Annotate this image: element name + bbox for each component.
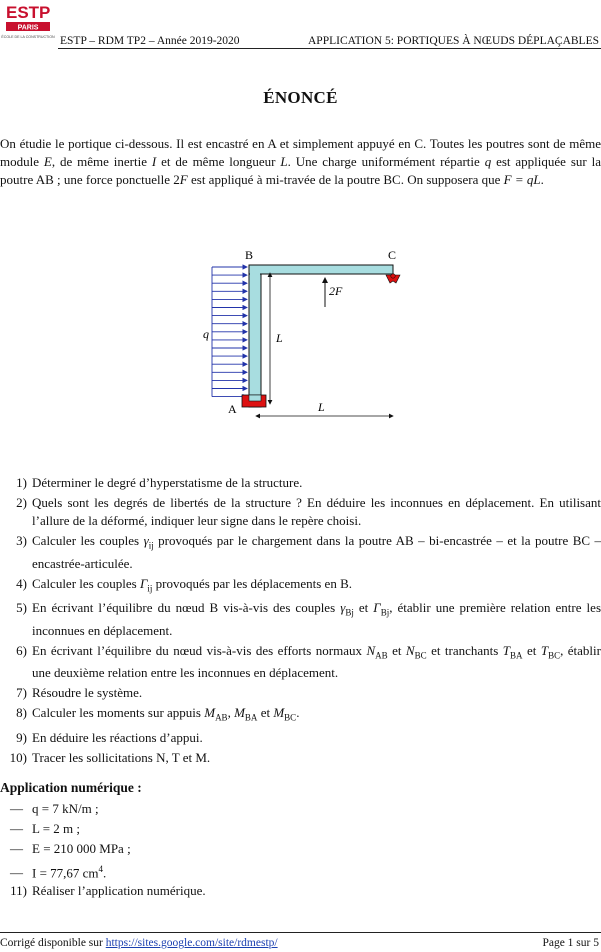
question-item	[0, 704, 601, 727]
question-item	[0, 494, 601, 530]
math-subscript: AB	[375, 650, 388, 661]
question-text: et	[387, 642, 406, 658]
intro-text: est appliquée sur la poutre AB ; une force ponctuelle 2	[0, 154, 601, 187]
exponent: 4	[98, 864, 104, 874]
application-value: L = 2 m ;	[32, 821, 81, 836]
math-symbol: Γ	[139, 575, 148, 591]
footer-rule	[0, 932, 601, 933]
math-subscript: BC	[284, 712, 297, 723]
label-c: C	[388, 248, 397, 262]
question-text: Tracer les sollicitations N, T et M.	[32, 749, 211, 765]
intro-paragraph	[0, 135, 601, 189]
question-text: et	[522, 642, 541, 658]
question-text: En déduire les réactions d’appui.	[32, 729, 203, 745]
question-number: 1)	[16, 475, 27, 490]
label-a: A	[228, 402, 237, 416]
intro-text: .	[540, 172, 544, 187]
math-symbol: Γ	[373, 600, 381, 616]
page-title: ÉNONCÉ	[263, 88, 338, 107]
question-text: et tranchants	[426, 642, 503, 658]
question-text: En écrivant l’équilibre du nœud vis-à-vis des efforts normaux	[32, 642, 367, 658]
label-2f: 2F	[329, 284, 343, 298]
question-item	[0, 575, 601, 598]
column-ab	[249, 265, 261, 407]
question-text: .	[296, 705, 300, 721]
question-number: 11)	[10, 883, 27, 898]
question-item	[0, 729, 601, 747]
application-values	[0, 800, 131, 884]
math-equation: F = qL	[503, 172, 541, 187]
question-number: 9)	[16, 729, 27, 745]
header-rule	[58, 48, 601, 49]
pin-support-c	[386, 274, 400, 283]
intro-text: et de même longueur	[156, 154, 281, 169]
dash-bullet: —	[10, 821, 23, 836]
math-subscript: ij	[147, 583, 153, 594]
label-q: q	[203, 327, 209, 341]
question-item	[0, 642, 601, 683]
question-text: Déterminer le degré d’hyperstatisme de la structure.	[32, 475, 303, 490]
question-text: provoqués par le chargement dans la poutre AB – bi-encastrée – et la poutre BC – encastrée-articulée.	[32, 533, 601, 571]
question-number: 3)	[16, 533, 27, 548]
math-symbol: M	[204, 705, 216, 721]
label-b: B	[245, 248, 254, 262]
math-e: E	[43, 154, 52, 169]
intro-text: On étudie le portique ci-dessous. Il est encastré en A et simplement appuyé en C. Toutes les poutres sont de même module	[0, 136, 601, 169]
math-subscript: BA	[244, 712, 258, 723]
math-symbol: M	[273, 705, 285, 721]
distributed-load-q	[212, 267, 247, 397]
portal-frame-figure	[190, 245, 420, 430]
question-item	[0, 749, 601, 767]
estp-logo	[0, 0, 58, 46]
application-item	[0, 800, 131, 818]
math-symbol: M	[234, 705, 245, 721]
dash-bullet: —	[10, 865, 23, 881]
math-l: L	[280, 154, 288, 169]
math-symbol: γ	[340, 600, 346, 616]
question-11	[0, 883, 601, 899]
label-l-vertical: L	[276, 331, 283, 345]
question-number: 5)	[16, 600, 27, 616]
punctuation: .	[103, 865, 107, 881]
header-right: APPLICATION 5: PORTIQUES À NŒUDS DÉPLAÇABLES	[308, 35, 599, 47]
corrige-link[interactable]: https://sites.google.com/site/rdmestp/	[105, 937, 278, 949]
application-value: E = 210 000 MPa ;	[32, 841, 131, 856]
math-symbol: T	[540, 642, 549, 658]
math-i: I	[151, 154, 157, 169]
math-subscript: Bj	[345, 607, 354, 618]
application-value: I = 77,67 cm	[32, 865, 99, 881]
question-number: 10)	[9, 749, 27, 765]
question-item	[0, 684, 601, 702]
intro-text: est appliqué à mi-travée de la poutre BC. On supposera que	[187, 172, 504, 187]
question-text: Calculer les moments sur appuis	[32, 705, 205, 721]
math-subscript: ij	[148, 540, 154, 551]
question-text: Résoudre le système.	[32, 685, 143, 701]
question-item	[0, 599, 601, 640]
question-text: provoqués par les déplacements en B.	[152, 575, 352, 591]
math-symbol: T	[502, 642, 511, 658]
label-l-horizontal: L	[318, 400, 325, 414]
page-number: Page 1 sur 5	[542, 937, 599, 949]
logo-tagline: ÉCOLE DE LA CONSTRUCTION	[1, 35, 55, 39]
question-text: Réaliser l’application numérique.	[32, 883, 206, 898]
question-text: ,	[227, 705, 235, 721]
question-text: , établir une première relation entre les inconnues en déplacement.	[32, 600, 601, 638]
question-text: et	[257, 705, 274, 721]
footer-text: Corrigé disponible sur	[0, 937, 106, 949]
application-value: q = 7 kN/m ;	[32, 801, 99, 816]
math-symbol: γ	[143, 533, 149, 548]
intro-text: , de même inertie	[51, 154, 152, 169]
logo-text: ESTP	[6, 3, 51, 22]
application-item	[0, 820, 131, 838]
question-text: Quels sont les degrés de libertés de la structure ? En déduire les inconnues en déplacement. En utilisant l’allure de la déformé, indiquer leur signe dans le repère choisi.	[32, 495, 601, 528]
math-q: q	[484, 154, 492, 169]
question-list	[0, 474, 601, 769]
logo-subtitle: PARIS	[17, 24, 39, 32]
question-number: 7)	[16, 685, 27, 701]
intro-text: . Une charge uniformément répartie	[287, 154, 485, 169]
dash-bullet: —	[10, 841, 23, 856]
math-subscript: BC	[414, 650, 427, 661]
question-text: En écrivant l’équilibre du nœud B vis-à-vis des couples	[32, 600, 341, 616]
question-item	[0, 474, 601, 492]
application-item	[0, 860, 131, 882]
math-subscript: AB	[215, 712, 228, 723]
question-number: 6)	[16, 642, 27, 658]
question-text: Calculer les couples	[32, 533, 144, 548]
footer-left	[0, 937, 278, 949]
math-symbol: N	[366, 642, 376, 658]
question-number: 2)	[16, 495, 27, 510]
question-item	[0, 532, 601, 573]
question-text: , établir une deuxième relation entre les inconnues en déplacement.	[32, 642, 601, 681]
application-title: Application numérique :	[0, 780, 142, 795]
application-item	[0, 840, 131, 858]
question-text: et	[353, 600, 374, 616]
math-symbol: N	[405, 642, 415, 658]
math-subscript: BA	[510, 650, 523, 661]
question-text: Calculer les couples	[32, 575, 140, 591]
math-f: F	[179, 172, 188, 187]
question-number: 4)	[16, 575, 27, 591]
math-subscript: Bj	[380, 607, 390, 618]
math-subscript: BC	[548, 650, 561, 661]
header-left: ESTP – RDM TP2 – Année 2019-2020	[60, 35, 240, 47]
beam-bc	[249, 265, 393, 274]
question-number: 8)	[16, 705, 27, 721]
dash-bullet: —	[10, 801, 23, 816]
